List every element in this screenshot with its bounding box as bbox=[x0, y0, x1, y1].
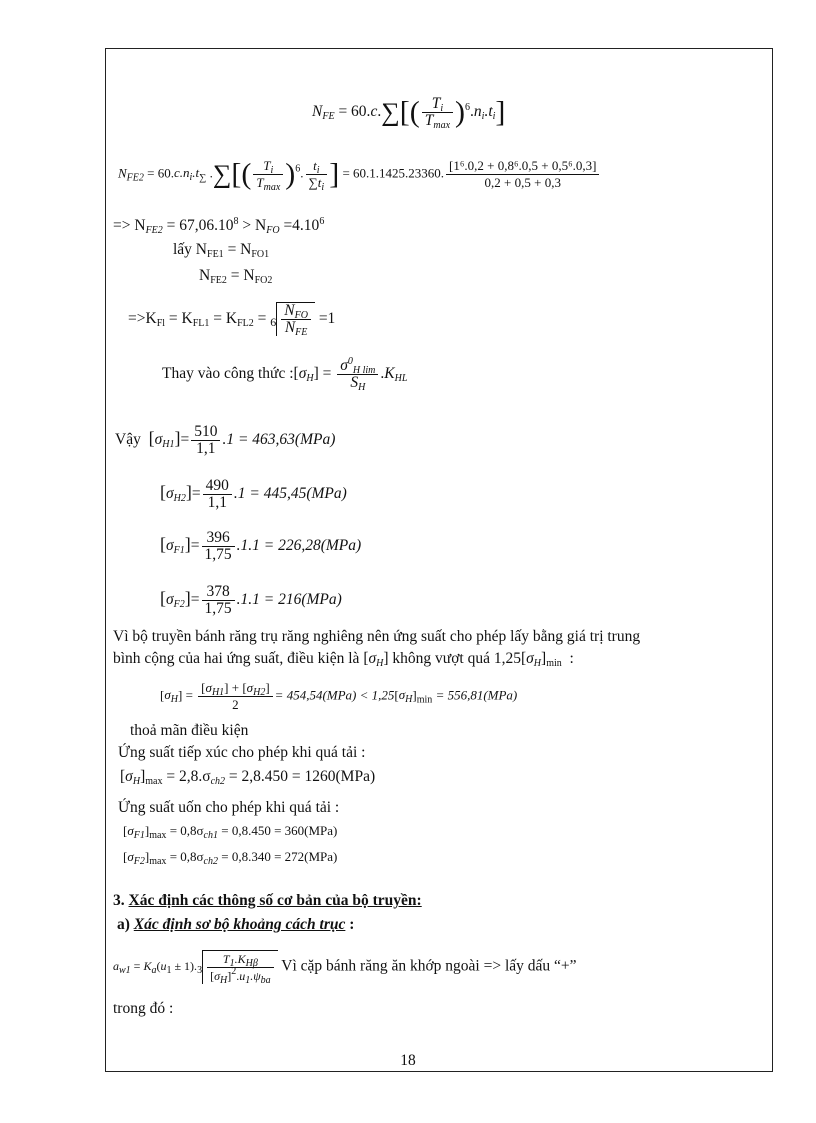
kfl-formula: $=>K_{Fl} = K_{FL1} = K_{FL2} = _6$ $N_{FO}$ $N_{FE}$ =1 bbox=[128, 302, 336, 338]
nfe2-result: => $N_{FE2} = 67,06.10^8 > N_{FO} =4.10^6$ bbox=[113, 216, 325, 236]
sigma-h1: Vậy $[\sigma_{H1}]=$ $\frac{510}{1,1}$ .1 = 463,63(MPa) bbox=[115, 423, 336, 457]
lay-nfe2: $N_{FE2} = N_{FO2}$ bbox=[199, 267, 273, 286]
section-3a-heading: a) Xác định sơ bộ khoảng cách trục : bbox=[117, 916, 355, 933]
sigma-f2: $[\sigma_{F2}]=$ $\frac{378}{1,75}$ .1.1 = 216(MPa) bbox=[160, 583, 342, 617]
trong-do: trong đó : bbox=[113, 1000, 174, 1017]
nfe2-numerator: [1⁶.0,2 + 0,8⁶.0,5 + 0,5⁶.0,3] bbox=[446, 158, 599, 175]
section-3-heading: 3. Xác định các thông số cơ bản của bộ truyền: bbox=[113, 892, 422, 909]
lay-nfe1: lấy $N_{FE1} = N_{FO1}$ bbox=[173, 241, 270, 260]
sigma-f2-max: $[\sigma_{F2}]_{max} = 0,8\sigma_{ch2} = 0,8.340 = 272(MPa)$ bbox=[123, 849, 338, 867]
sigma-h-max: $[\sigma_H]_{max} = 2,8.\sigma_{ch2} = 2,8.450 = 1260(MPa)$ bbox=[120, 768, 376, 787]
thay-vao-cong-thuc: Thay vào công thức $:[\sigma_H]$ = $\frac{\sigma^0_{H lim}}{S_H}$ $.K_{HL}$ bbox=[162, 356, 408, 393]
nfe2-rhs: = 60.1.1425.23360. bbox=[342, 165, 445, 181]
aw-note: Vì cặp bánh răng ăn khớp ngoài => lấy dấu “+” bbox=[281, 957, 577, 975]
formula-nfe: $N_{FE} = 60.c.\sum$[( $T_i$ $T_{max}$ )$^6.n_i.t_i$] bbox=[312, 95, 506, 131]
thoa-man: thoả mãn điều kiện bbox=[130, 722, 249, 739]
paragraph-line-2: bình cộng của hai ứng suất, điều kiện là $[\sigma_H]$ không vượt quá $1,25[\sigma_H]_{min}$ : bbox=[113, 650, 574, 669]
sigma-h-average: $[\sigma_H]$ = $\frac{[\sigma_{H1}] + [\sigma_{H2}]}{2}$ = $454,54(MPa) < 1,25[\sigma_H]_{min} = 556,81(MPa)$ bbox=[160, 680, 518, 712]
ung-suat-tiep-xuc: Ứng suất tiếp xúc cho phép khi quá tải : bbox=[118, 744, 366, 761]
ung-suat-uon: Ứng suất uốn cho phép khi quá tải : bbox=[118, 799, 340, 816]
nfe2-denominator: 0,2 + 0,5 + 0,3 bbox=[484, 175, 561, 190]
paragraph-line-1: Vì bộ truyền bánh răng trụ răng nghiêng nên ứng suất cho phép lấy bằng giá trị trung bbox=[113, 628, 641, 645]
sigma-f1: $[\sigma_{F1}]=$ $\frac{396}{1,75}$ .1.1 = 226,28(MPa) bbox=[160, 529, 362, 563]
sigma-h2: $[\sigma_{H2}]=$ $\frac{490}{1,1}$ .1 = 445,45(MPa) bbox=[160, 477, 347, 511]
formula-nfe2: $N_{FE2} = 60.c.n_i.t_\sum$ .∑[( $T_i$ $T_{max}$ )$^6$. $\frac{t_i}{\sum t_i}$ ] = 60.1.1425.23360. $\frac{\text{[1⁶.0,2 + 0,8⁶.0,5 + 0,5⁶.0,3]}}{0,2 + 0,5 + 0,3}$ bbox=[118, 158, 601, 191]
sigma-f1-max: $[\sigma_{F1}]_{max} = 0,8\sigma_{ch1} = 0,8.450 = 360(MPa)$ bbox=[123, 823, 338, 841]
aw-formula: $a_{w1} = K_a(u_1 \pm 1)._3$ $T_1.K_{H\beta}$ $[\sigma_H]^2.u_1.\psi_{ba}$ Vì cặp bánh răng ăn khớp ngoài => lấy dấu “+” bbox=[113, 952, 577, 986]
page-number: 18 bbox=[400, 1052, 416, 1069]
